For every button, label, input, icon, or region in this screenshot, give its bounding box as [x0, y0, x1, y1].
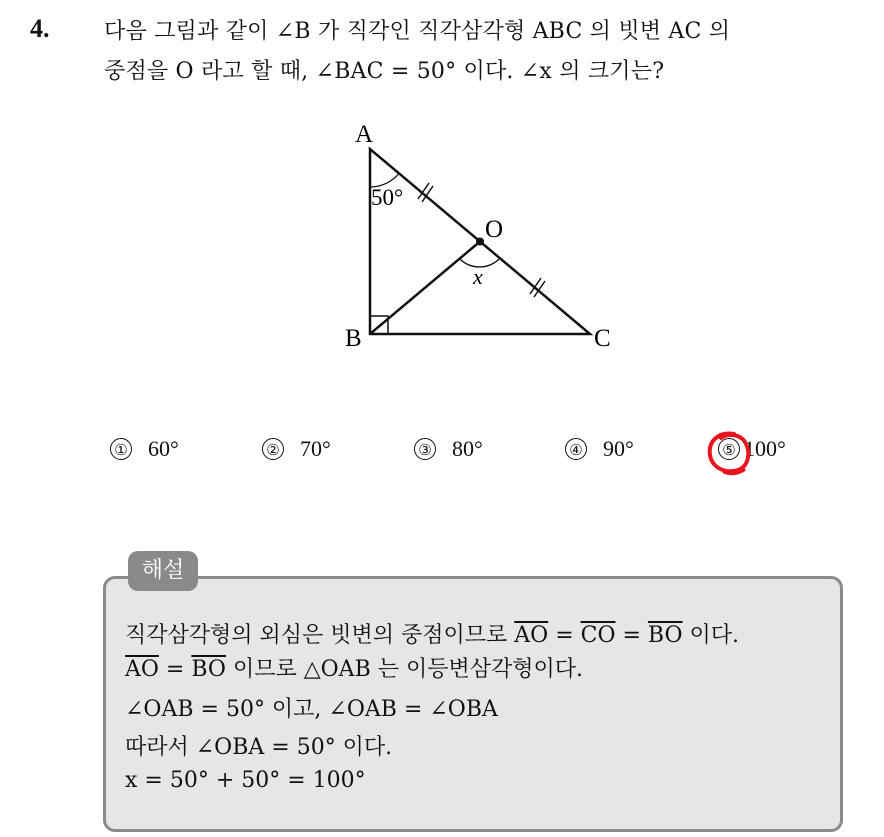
choice-2-number: ② — [262, 438, 284, 460]
choice-2[interactable] — [262, 436, 331, 462]
choice-1[interactable] — [110, 436, 179, 462]
question-text-line-1: 다음 그림과 같이 ∠B 가 직각인 직각삼각형 ABC 의 빗변 AC 의 — [104, 19, 731, 44]
question-text-line-2: 중점을 O 라고 할 때, ∠BAC = 50° 이다. ∠x 의 크기는? — [104, 59, 665, 84]
segment-bo — [370, 242, 480, 335]
angle-x-label: x — [473, 264, 483, 289]
choice-3-value: 80° — [452, 436, 483, 461]
choice-5-number: ⑤ — [718, 438, 740, 460]
choice-4-number: ④ — [565, 438, 587, 460]
choice-4[interactable] — [565, 436, 634, 462]
choice-1-value: 60° — [148, 436, 179, 461]
triangle-figure — [330, 112, 650, 362]
label-o: O — [485, 216, 504, 243]
solution-line-3: ∠OAB = 50° 이고, ∠OAB = ∠OBA — [125, 697, 498, 722]
point-o — [476, 238, 484, 246]
label-c: C — [594, 325, 611, 352]
solution-line-4: 따라서 ∠OBA = 50° 이다. — [125, 735, 393, 760]
label-b: B — [345, 325, 362, 352]
choice-5-value: 100° — [744, 436, 786, 461]
choice-1-number: ① — [110, 438, 132, 460]
choice-3-number: ③ — [414, 438, 436, 460]
solution-line-5: x = 50° + 50° = 100° — [125, 768, 366, 793]
choice-4-value: 90° — [603, 436, 634, 461]
solution-line-2: $\overline{AO} = \overline{BO}$ 이므로 △OAB 는 이등변삼각형이다. — [125, 657, 583, 682]
solution-line-1: 직각삼각형의 외심은 빗변의 중점이므로 $\overline{AO} = \overline{CO} = \overline{BO}$ 이다. — [125, 623, 740, 648]
answer-mark-circle — [704, 428, 754, 478]
choice-3[interactable] — [414, 436, 483, 462]
label-a: A — [355, 121, 374, 148]
angle-a-label: 50° — [371, 185, 404, 210]
choice-2-value: 70° — [300, 436, 331, 461]
solution-label: 해설 — [128, 551, 198, 591]
question-number: 4. — [30, 14, 50, 43]
